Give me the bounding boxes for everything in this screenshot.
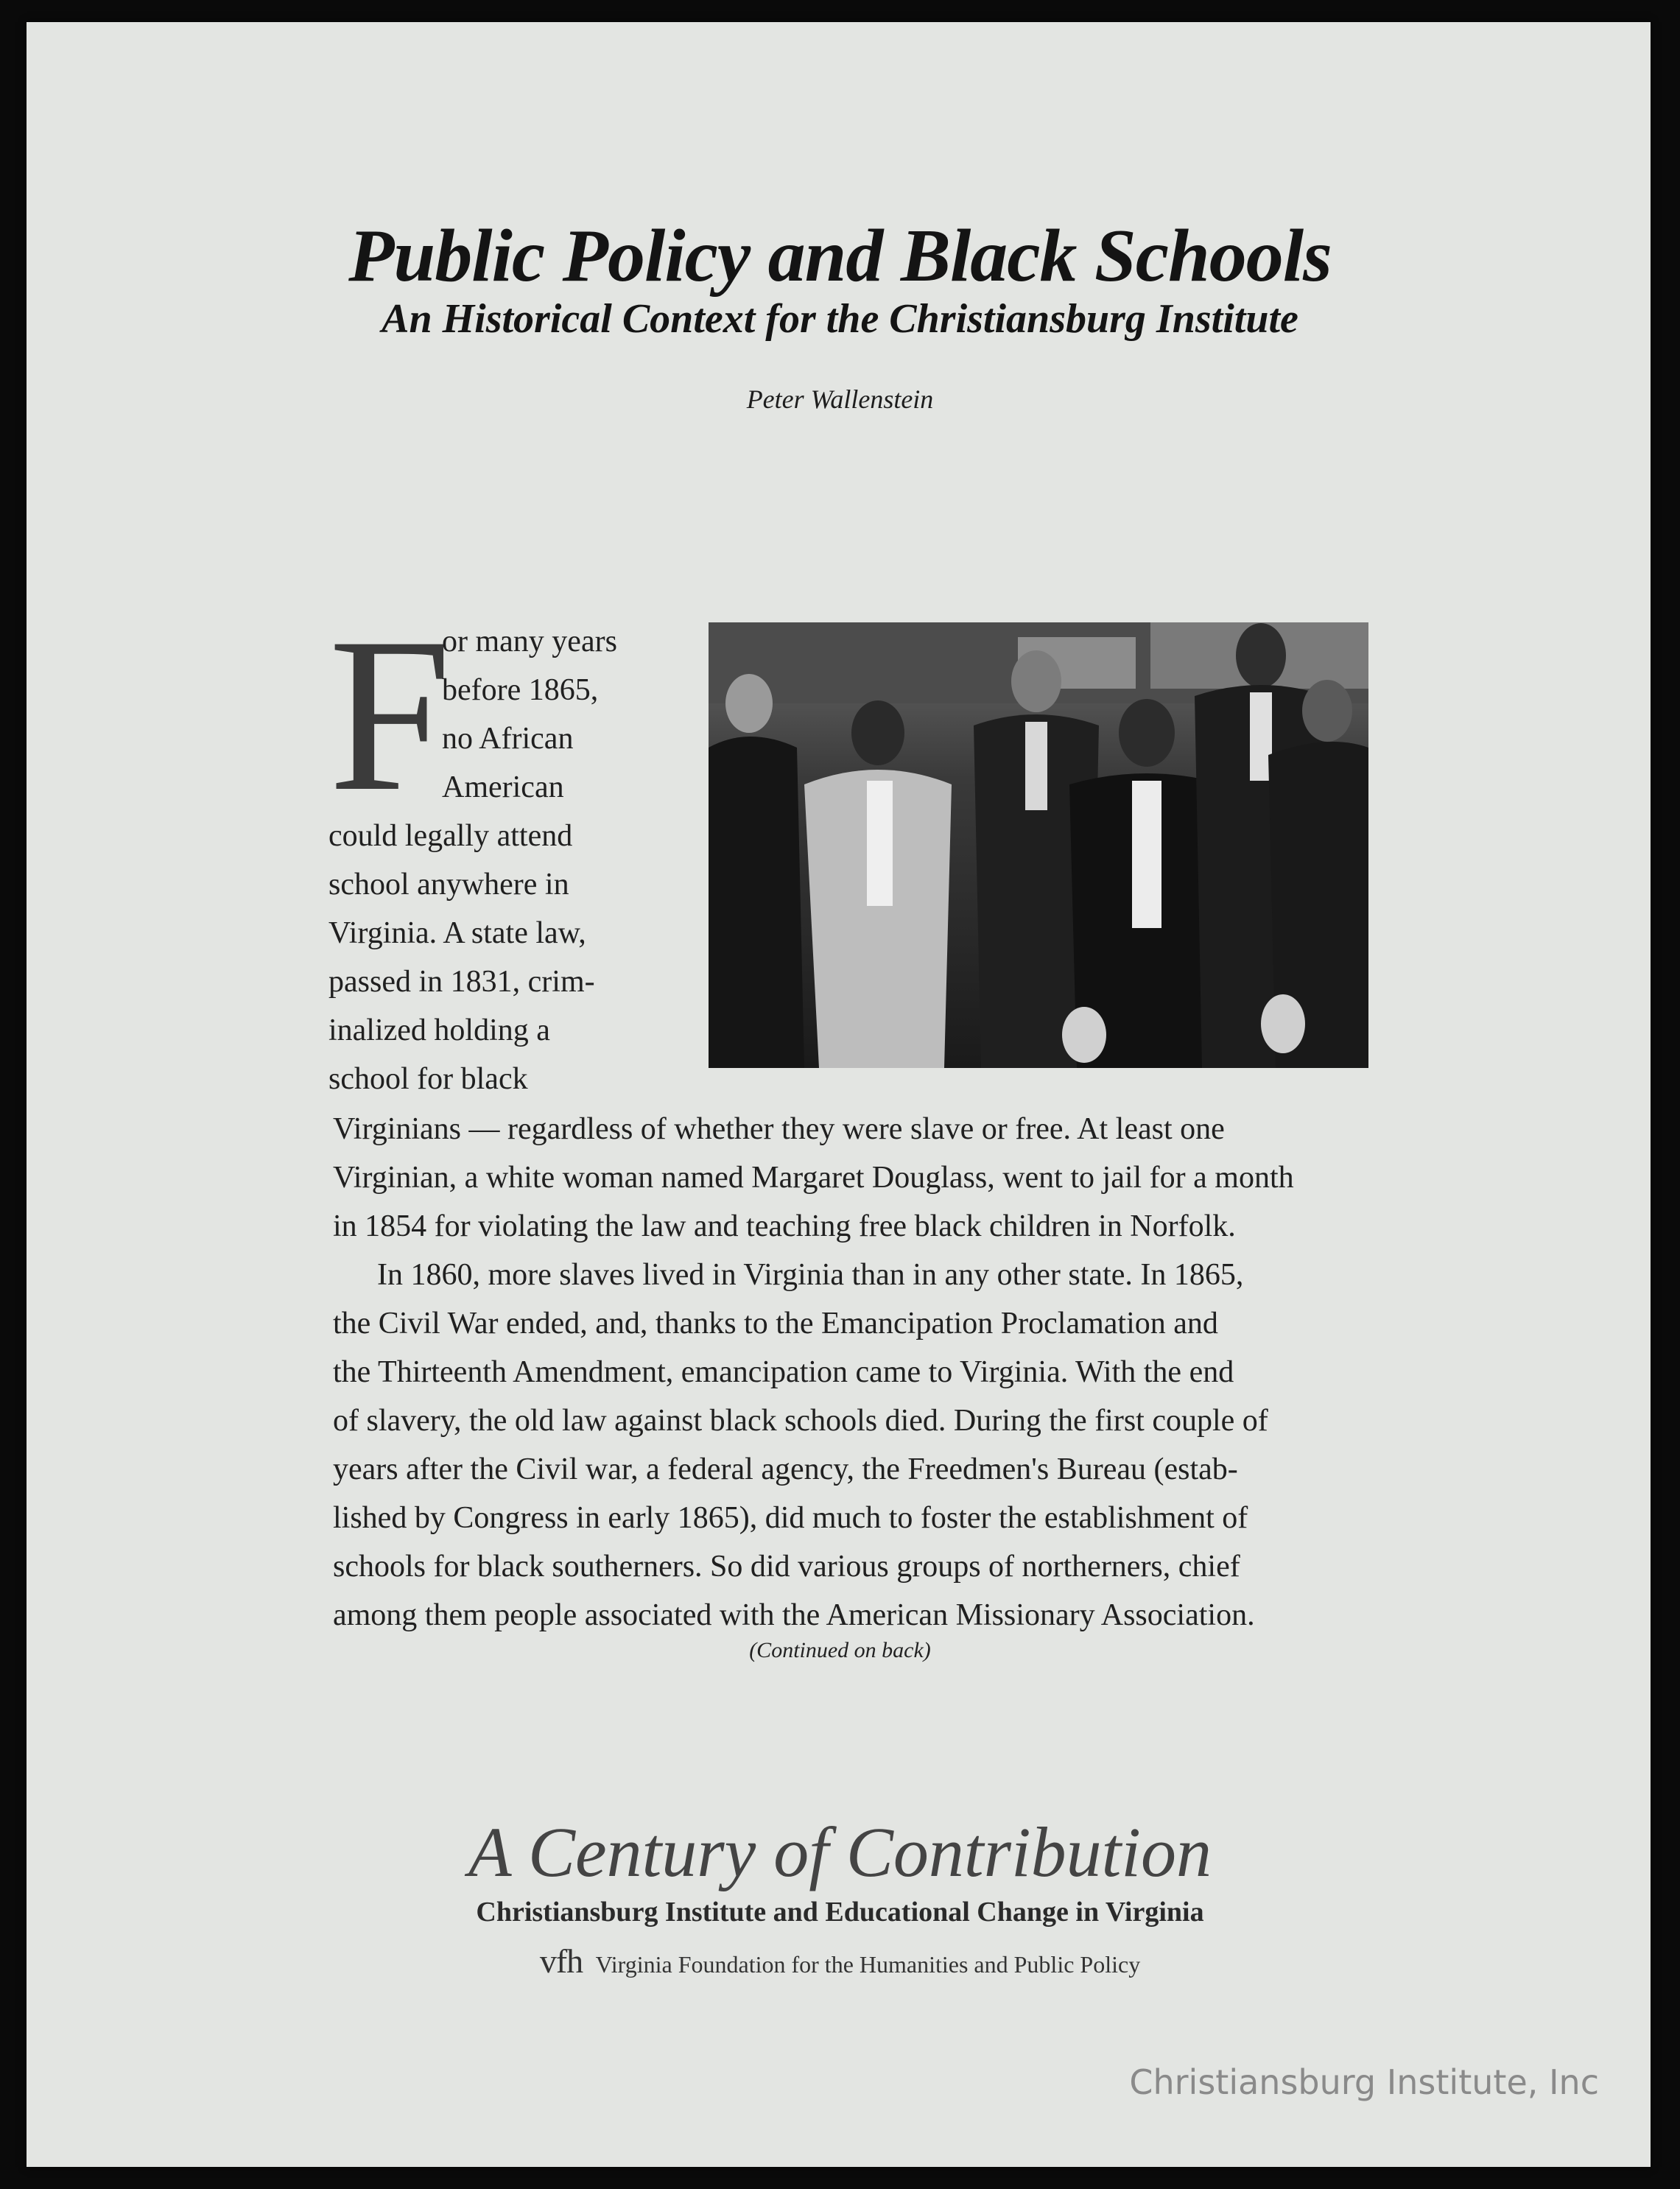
historical-group-photo — [709, 622, 1368, 1068]
page-title: Public Policy and Black Schools — [348, 214, 1332, 298]
article-body — [333, 1105, 1371, 1640]
narrow-text-block-top — [442, 617, 660, 812]
series-subtitle: Christiansburg Institute and Educational Change in Virginia — [476, 1897, 1204, 1928]
text-line: Virginia. A state law, — [328, 916, 586, 950]
continued-note: (Continued on back) — [749, 1638, 931, 1662]
narrow-text-block — [328, 812, 660, 1103]
text-line: among them people associated with the American Missionary Association. — [333, 1598, 1255, 1632]
text-line: or many years — [442, 625, 617, 658]
vfh-name: Virginia Foundation for the Humanities and Public Policy — [595, 1951, 1141, 1978]
text-line: in 1854 for violating the law and teaching free black children in Norfolk. — [333, 1209, 1236, 1243]
text-line: American — [442, 770, 564, 804]
page-subtitle: An Historical Context for the Christiansburg Institute — [382, 296, 1298, 342]
text-line: lished by Congress in early 1865), did much to foster the establishment of — [333, 1501, 1248, 1535]
series-title: A Century of Contribution — [468, 1813, 1212, 1891]
author-byline: Peter Wallenstein — [746, 384, 934, 414]
vfh-logo: vfh — [539, 1942, 583, 1980]
text-line: the Civil War ended, and, thanks to the Emancipation Proclamation and — [333, 1307, 1218, 1341]
text-line: Virginian, a white woman named Margaret Douglass, went to jail for a month — [333, 1161, 1294, 1195]
text-line: before 1865, — [442, 673, 599, 707]
text-line: inalized holding a — [328, 1013, 550, 1047]
text-line: school for black — [328, 1062, 528, 1096]
group-photo-illustration — [709, 622, 1368, 1068]
text-line: school anywhere in — [328, 868, 569, 902]
text-line: passed in 1831, crim- — [328, 965, 595, 999]
text-line: In 1860, more slaves lived in Virginia than in any other state. In 1865, — [377, 1258, 1244, 1292]
text-line: schools for black southerners. So did various groups of northerners, chief — [333, 1550, 1240, 1584]
text-line: the Thirteenth Amendment, emancipation came to Virginia. With the end — [333, 1355, 1234, 1389]
text-line: could legally attend — [328, 819, 573, 853]
watermark: Christiansburg Institute, Inc — [1129, 2062, 1599, 2102]
text-line: Virginians — regardless of whether they were slave or free. At least one — [333, 1112, 1225, 1146]
drop-cap: F — [328, 592, 451, 837]
text-line: of slavery, the old law against black schools died. During the first couple of — [333, 1404, 1268, 1438]
vfh-credit — [0, 1944, 1680, 1981]
text-line: no African — [442, 722, 574, 756]
text-line: years after the Civil war, a federal agency, the Freedmen's Bureau (estab- — [333, 1452, 1238, 1486]
